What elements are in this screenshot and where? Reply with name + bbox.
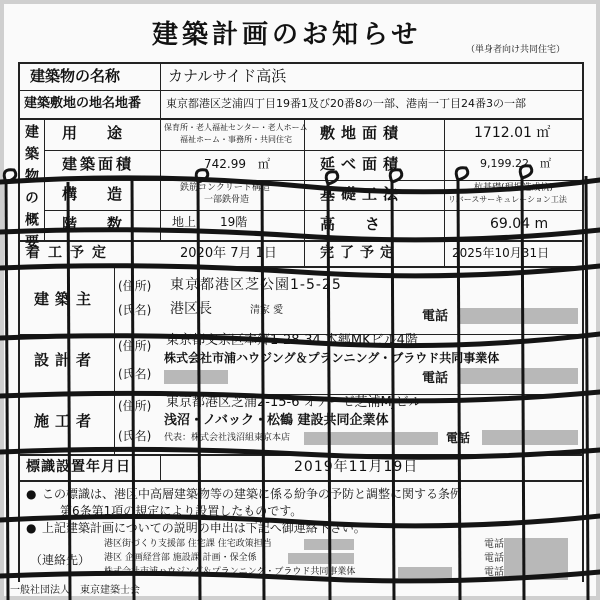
site-label: 建築敷地の地名地番 (24, 96, 142, 111)
fence-wire-h (0, 392, 600, 401)
designer-address: 東京都文京区本郷1-28-34 本郷MKビル4階 (166, 333, 418, 348)
site-area-value: 1712.01 ㎡ (474, 125, 551, 141)
fence-wire-v (392, 182, 394, 600)
start-label: 着工予定 (26, 245, 114, 261)
use-value-2: 福祉ホーム・事務所・共同住宅 (180, 135, 292, 144)
finish-label: 完了予定 (320, 245, 400, 261)
building-name-value: カナルサイド高浜 (168, 67, 287, 85)
designer-label: 設計者 (34, 351, 98, 369)
contact-label: （連絡先） (30, 553, 91, 567)
finish-value: 2025年10月31日 (452, 246, 550, 260)
owner-address: 東京都港区芝公園1-5-25 (170, 277, 342, 293)
designer-phone-label: 電話 (422, 371, 449, 386)
floor-area-value: 9,199.22 ㎡ (480, 157, 551, 170)
contact-3: 株式会社市浦ハウジング＆プランニング・ブラウド共同事業体 (104, 567, 356, 577)
structure-value-2: 一部鉄骨造 (204, 195, 250, 205)
foundation-value-1: 杭基礎(現場造成杭) (474, 183, 554, 193)
use-label: 用 途 (62, 124, 123, 142)
date-value: 2019年11月19日 (294, 459, 419, 475)
sign-subtitle: （単身者向け共同住宅） (466, 45, 566, 55)
builder-label: 施工者 (34, 412, 98, 430)
owner-person: 清家 愛 (250, 305, 284, 316)
builder-name-tag: (氏名) (118, 429, 152, 443)
fence-loop (326, 172, 338, 184)
fence-wire-h (0, 230, 600, 240)
site-area-label: 敷地面積 (320, 124, 405, 142)
owner-address-tag: (住所) (118, 279, 152, 293)
fence-wire-h (0, 334, 600, 346)
owner-name-tag: (氏名) (118, 303, 152, 317)
structure-label: 構 造 (62, 185, 123, 203)
note-2-bullet: ● (26, 521, 37, 535)
use-value-1: 保育所・老人福祉センター・老人ホーム (164, 123, 308, 132)
designer-address-tag: (住所) (118, 339, 152, 353)
owner-phone-label: 電話 (422, 309, 449, 324)
fence-wire-v (6, 180, 8, 600)
build-area-value: 742.99 ㎡ (204, 157, 270, 171)
fence-wire-v (458, 180, 460, 600)
start-value: 2020年 7月 1日 (180, 246, 277, 261)
builder-company: 浅沼・ノバック・松鶴 建設共同企業体 (164, 413, 389, 428)
height-label: 高 さ (320, 215, 381, 233)
site-value: 東京都港区芝浦四丁目19番1及び20番8の一部、港南一丁目24番3の一部 (166, 97, 526, 110)
fence-wire-v (68, 182, 70, 600)
fence-wire-h (0, 516, 600, 526)
fence-loop (456, 168, 468, 180)
fence-wire-h (0, 572, 600, 581)
designer-name-tag: (氏名) (118, 367, 152, 381)
builder-phone-label: 電話 (446, 431, 471, 445)
owner-label: 建築主 (34, 290, 98, 308)
fence-wire-h (0, 449, 600, 457)
fence-wire-v (522, 178, 524, 600)
foundation-label: 基礎工法 (320, 185, 405, 203)
fence-wire-v (262, 182, 264, 600)
contact-1-phone-label: 電話 (484, 539, 504, 550)
owner-name: 港区長 (170, 301, 212, 317)
fence-wire-v (198, 182, 200, 600)
fence-wire-h (0, 178, 600, 192)
structure-value-1: 鉄筋コンクリート構造 (180, 183, 270, 193)
section-label: 建築物の概要 (23, 124, 39, 256)
note-2: 上記建築計画についての説明の申出は下記へ御連絡下さい。 (42, 521, 366, 535)
date-label: 標識設置年月日 (26, 459, 131, 475)
footer-org: 一般社団法人 東京建築士会 (10, 585, 140, 596)
builder-address-tag: (住所) (118, 399, 152, 413)
build-area-label: 建築面積 (62, 155, 135, 173)
note-1-bullet: ● (26, 487, 37, 501)
fence-wire-v (328, 184, 330, 600)
contact-2: 港区 企画経営部 施設課 計画・保全係 (104, 553, 257, 563)
height-value: 69.04 m (490, 216, 549, 232)
fence-wire-v (132, 180, 134, 600)
floors-value: 地上 19階 (172, 215, 248, 229)
floors-label: 階 数 (62, 215, 123, 233)
building-name-label: 建築物の名称 (30, 67, 121, 85)
fence-wire-h (0, 266, 600, 276)
builder-address: 東京都港区芝浦2-15-6 オアーゼ芝浦MJビル (166, 395, 422, 410)
fence-loop (390, 170, 402, 182)
sign-title: 建築計画のお知らせ (152, 20, 422, 50)
contact-1: 港区街づくり支援部 住宅課 住宅政策担当 (104, 539, 272, 549)
floor-area-label: 延べ面積 (320, 155, 405, 173)
note-1b: 第6条第1項の規定により設置したものです。 (60, 504, 303, 518)
designer-company: 株式会社市浦ハウジング＆プランニング・ブラウド共同事業体 (164, 351, 500, 365)
contact-2-phone-label: 電話 (484, 553, 504, 564)
contact-3-phone-label: 電話 (484, 567, 504, 578)
fence-loop (520, 166, 532, 178)
builder-rep: 代表：株式会社浅沼組東京本店 (164, 433, 291, 443)
note-1a: この標識は、港区中高層建築物等の建築に係る紛争の予防と調整に関する条例 (42, 487, 463, 501)
fence-wire-v (586, 176, 588, 600)
foundation-value-2: リバースサーキュレーション工法 (448, 195, 567, 204)
